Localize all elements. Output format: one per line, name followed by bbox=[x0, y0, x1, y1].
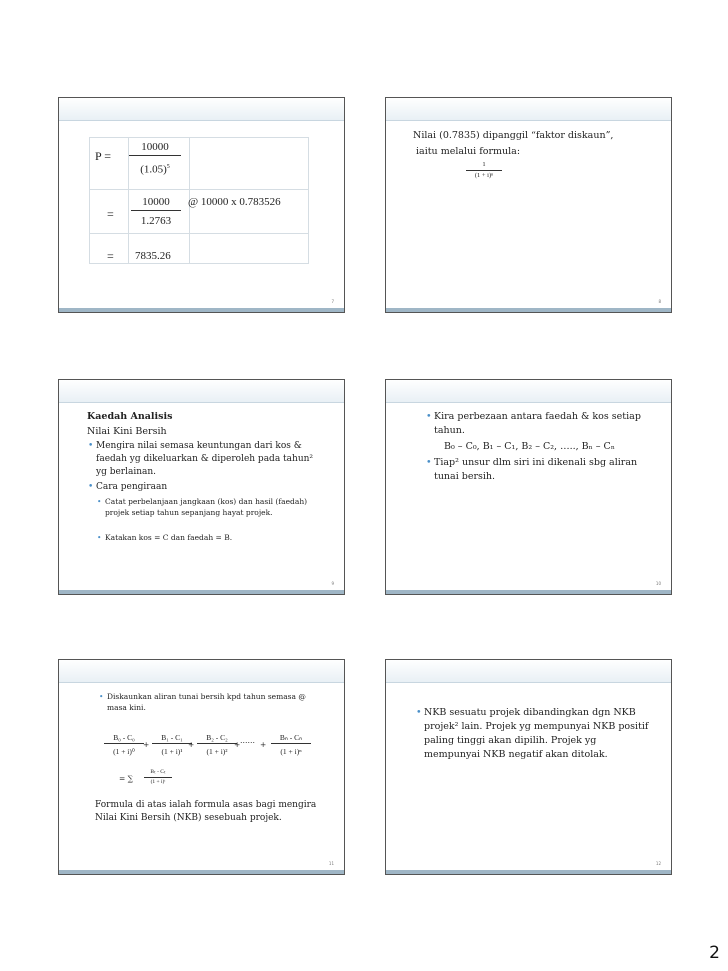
sum-fraction bbox=[144, 768, 172, 787]
slide-footer-bar bbox=[59, 870, 344, 874]
slide-header-bar bbox=[386, 98, 671, 121]
slide-header-bar bbox=[59, 98, 344, 121]
term-0 bbox=[104, 732, 144, 757]
term-2 bbox=[197, 732, 237, 757]
slide-heading: Kaedah Analisis bbox=[87, 411, 173, 422]
formula-numerator: 1 bbox=[482, 161, 486, 168]
bullet-2: • Cara pengiraan bbox=[96, 480, 167, 494]
bullet-1: • Mengira nilai semasa keuntungan dari kos & faedah yg dikeluarkan & diperoleh pada tahun² yg berlainan. bbox=[96, 440, 316, 479]
term-1-num: B₁ - C₁ bbox=[161, 733, 183, 742]
bullet-2: • Tiap² unsur dlm siri ini dikenali sbg aliran tunai bersih. bbox=[434, 456, 654, 484]
slide-footer-bar bbox=[59, 590, 344, 594]
slide-7 bbox=[58, 97, 345, 313]
sub-bullet-1: • Catat perbelanjaan jangkaan (kos) dan hasil (faedah) projek setiap tahun sepanjang hayat projek. bbox=[105, 496, 317, 518]
slide-12 bbox=[385, 659, 672, 875]
term-2-num: B₂ - C₂ bbox=[206, 733, 228, 742]
slide-footer-bar bbox=[386, 590, 671, 594]
p-label: P = bbox=[95, 149, 111, 163]
numerator-2: 10000 bbox=[142, 196, 170, 208]
equals-3: = bbox=[107, 249, 114, 263]
term-n-num: Bₙ - Cₙ bbox=[279, 733, 303, 742]
intro-line-1: Nilai (0.7835) dipanggil “faktor diskaun”, bbox=[413, 130, 614, 141]
slide-header-bar bbox=[386, 380, 671, 403]
denominator-2: 1.2763 bbox=[131, 210, 181, 230]
slide-8 bbox=[385, 97, 672, 313]
slide-subheading: Nilai Kini Bersih bbox=[87, 426, 167, 437]
slide-9 bbox=[58, 379, 345, 595]
formula-note: Formula di atas ialah formula asas bagi mengira Nilai Kini Bersih (NKB) sesebuah projek. bbox=[95, 800, 317, 823]
denominator-1: (1.05) bbox=[140, 163, 167, 176]
term-0-den: (1 + i)⁰ bbox=[104, 743, 144, 757]
numerator-1: 10000 bbox=[141, 141, 169, 153]
equals-2: = bbox=[107, 207, 114, 221]
slide-number: 10 bbox=[655, 581, 661, 586]
fraction-line bbox=[129, 155, 181, 179]
slide-number: 7 bbox=[331, 299, 334, 304]
slide-footer-bar bbox=[59, 308, 344, 312]
intro-line-2: iaitu melalui formula: bbox=[416, 146, 521, 157]
term-2-den: (1 + i)² bbox=[197, 743, 237, 757]
slide-footer-bar bbox=[386, 308, 671, 312]
bullet-1: • Kira perbezaan antara faedah & kos setiap tahun. bbox=[434, 410, 644, 438]
slide-number: 9 bbox=[331, 581, 334, 586]
result-value: 7835.26 bbox=[135, 250, 171, 262]
slide-footer-bar bbox=[386, 870, 671, 874]
term-n-den: (1 + i)ⁿ bbox=[271, 743, 311, 757]
fraction-2 bbox=[131, 195, 181, 230]
term-1-den: (1 + i)¹ bbox=[152, 743, 192, 757]
plus-1: + bbox=[143, 740, 150, 749]
slide-number: 12 bbox=[655, 861, 661, 866]
sum-num: Bₜ - Cₜ bbox=[150, 769, 166, 775]
bullet-1: • Diskaunkan aliran tunai bersih kpd tahun semasa @ masa kini. bbox=[107, 691, 327, 713]
slide-number: 8 bbox=[658, 299, 661, 304]
sub-bullet-2: • Katakan kos = C dan faedah = B. bbox=[105, 532, 232, 543]
slide-header-bar bbox=[59, 660, 344, 683]
plus-3: + bbox=[234, 740, 241, 749]
slide-header-bar bbox=[386, 660, 671, 683]
plus-2: + bbox=[188, 740, 195, 749]
plus-4: + bbox=[260, 740, 267, 749]
slide-10 bbox=[385, 379, 672, 595]
bullet-1: • NKB sesuatu projek dibandingkan dgn NKB projek² lain. Projek yg mempunyai NKB positif paling tinggi akan dipilih. Projek yg mempunyai NKB negatif akan ditolak. bbox=[424, 706, 654, 762]
discount-note: @ 10000 x 0.783526 bbox=[188, 196, 281, 208]
term-1 bbox=[152, 732, 195, 757]
sum-den: (1 + i)ᵗ bbox=[144, 777, 172, 787]
cashflow-series: B₀ – C₀, B₁ – C₁, B₂ – C₂, ….., Bₙ – Cₙ bbox=[444, 441, 615, 452]
slide-number: 11 bbox=[328, 861, 334, 866]
formula-denominator: (1 + i)ⁿ bbox=[466, 170, 502, 181]
slide-11 bbox=[58, 659, 345, 875]
sum-prefix: = ∑ bbox=[119, 774, 134, 783]
term-n bbox=[271, 732, 311, 757]
discount-formula bbox=[466, 160, 502, 181]
exponent: 5 bbox=[166, 164, 170, 170]
slide-header-bar bbox=[59, 380, 344, 403]
page-number: 2 bbox=[709, 943, 720, 963]
term-0-num: B₀ - C₀ bbox=[113, 733, 135, 742]
fraction-1 bbox=[129, 140, 181, 179]
ellipsis: …… bbox=[240, 736, 255, 745]
